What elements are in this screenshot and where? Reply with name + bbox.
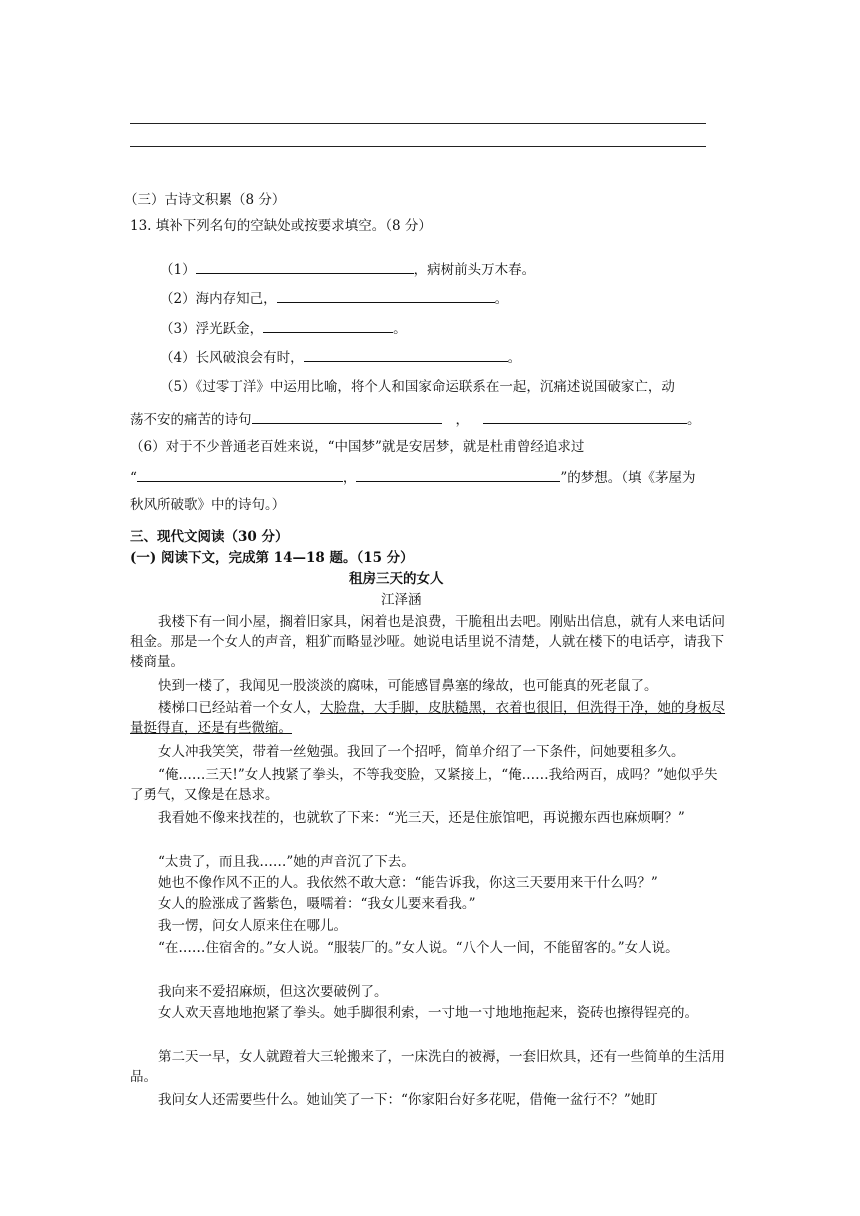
q13-item-6-line1: （6）对于不少普通老百姓来说，“中国梦”就是安居梦，就是杜甫曾经追求过 [130,439,585,455]
paragraph-3-lead: 楼梯口已经站着一个女人， [158,700,320,716]
blank-6a[interactable] [137,466,343,482]
paragraph-6: 我看她不像来找茬的，也就软了下来：“光三天，还是住旅馆吧，再说搬东西也麻烦啊？” [158,810,685,826]
paragraph-1: 我楼下有一间小屋，搁着旧家具，闲着也是浪费，干脆租出去吧。刚贴出信息，就有人来电话问租金。那是一个女人的声音，粗犷而略显沙哑。她说电话里说不清楚，人就在楼下的电话亭，请我下楼商量。 [130,614,725,670]
paragraph-4: 女人冲我笑笑，带着一丝勉强。我回了一个招呼，简单介绍了一下条件，问她要租多久。 [158,744,685,760]
blank-3[interactable] [263,317,393,333]
q13-item-3 [160,317,407,339]
paragraph-7: “太贵了，而且我……”她的声音沉了下去。 [158,854,415,870]
paragraph-8: 她也不像作风不正的人。我依然不敢大意：“能告诉我，你这三天要用来干什么吗？” [158,875,658,891]
item-1-suffix: ，病树前头万木春。 [413,262,536,278]
answer-line-2 [130,146,706,147]
blank-1[interactable] [196,258,414,274]
paragraph-2: 快到一楼了，我闻见一股淡淡的腐味，可能感冒鼻塞的缘故，也可能真的死老鼠了。 [158,678,658,694]
item-1-prefix: （1） [160,262,196,278]
answer-line-1 [130,123,706,124]
paragraph-5: “俺……三天!”女人拽紧了拳头，不等我变脸，又紧接上，“俺……我给两百，成吗？”她似乎失了勇气，又像是在恳求。 [130,767,718,803]
blank-6b[interactable] [356,466,560,482]
q13-item-1 [160,258,535,280]
item-6-suffix: ”的梦想。（填《茅屋为 [560,470,696,486]
paragraph-3 [130,698,730,738]
paragraph-12: 我向来不爱招麻烦，但这次要破例了。 [158,984,388,1000]
blank-5a[interactable] [252,408,442,424]
question-13: 13. 填补下列名句的空缺处或按要求填空。（8 分） [130,218,432,234]
paragraph-10: 我一愣，问女人原来住在哪儿。 [158,918,347,934]
q13-item-2 [160,287,508,309]
q13-item-6-line3: 秋风所破歌》中的诗句。） [130,497,286,513]
paragraph-3-underlined: 大脸盘，大手脚，皮肤糙黑，衣着也很旧，但洗得干净，她的身板尽量挺得直，还是有些微缩。 [130,700,725,736]
item-3-suffix: 。 [393,321,407,337]
item-5-suffix: 。 [687,412,701,428]
item-6-mid: ， [342,470,357,486]
item-4-suffix: 。 [507,350,522,366]
q13-item-4 [160,346,521,368]
paragraph-11: “在……住宿舍的。”女人说。“服装厂的。”女人说。“八个人一间，不能留客的。”女人说。 [158,940,679,956]
story-author: 江泽涵 [381,592,422,608]
item-6-prefix: “ [130,470,137,486]
q13-item-6-line2 [130,466,696,488]
blank-2[interactable] [277,287,495,303]
story-title: 租房三天的女人 [349,571,444,587]
subsection-1-title: (一) 阅读下文，完成第 14—18 题。（15 分） [130,550,414,566]
paragraph-14: 第二天一早，女人就蹬着大三轮搬来了，一床洗白的被褥，一套旧炊具，还有一些简单的生活用品。 [130,1049,725,1085]
blank-4[interactable] [304,346,508,362]
part-3-title: 三、现代文阅读（30 分） [130,529,289,545]
paragraph-15: 我问女人还需要些什么。她讪笑了一下：“你家阳台好多花呢，借俺一盆行不？”她盯 [158,1092,658,1108]
item-2-prefix: （2）海内存知己， [160,291,277,307]
item-5-prefix: 荡不安的痛苦的诗句 [130,412,252,428]
section-title-poetry: （三）古诗文积累（8 分） [124,192,286,208]
paragraph-9: 女人的脸涨成了酱紫色，嗫嚅着：“我女儿要来看我。” [158,896,476,912]
blank-5b[interactable] [483,408,687,424]
item-3-prefix: （3）浮光跃金， [160,321,264,337]
paragraph-13: 女人欢天喜地地抱紧了拳头。她手脚很利索，一寸地一寸地地拖起来，瓷砖也擦得锃亮的。 [158,1005,698,1021]
item-5-mid: ， [455,412,469,428]
item-2-suffix: 。 [494,291,509,307]
q13-item-5-line1: （5）《过零丁洋》中运用比喻，将个人和国家命运联系在一起，沉痛述说国破家亡，动 [160,379,675,395]
q13-item-5-line2 [130,408,701,430]
item-4-prefix: （4）长风破浪会有时， [160,350,304,366]
